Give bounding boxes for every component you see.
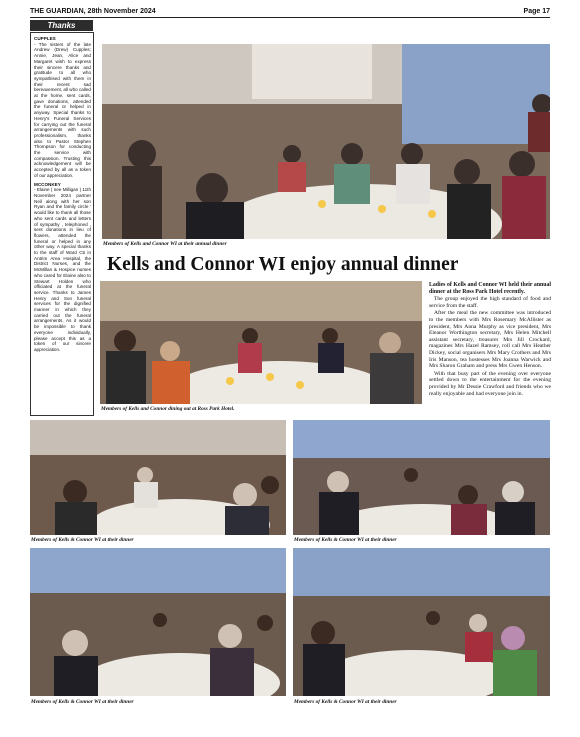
header-rule bbox=[30, 17, 550, 18]
newspaper-date: THE GUARDIAN, 28th November 2024 bbox=[30, 8, 156, 15]
thanks-entry-name: MCCONKEY bbox=[34, 181, 61, 187]
photo-row2-left bbox=[30, 548, 286, 696]
photo-row1-left bbox=[30, 420, 286, 535]
thanks-entry-text: - The sisters of the late Andrew (Drew) Cupples; Annie, Jean, Alice and Margaret wish to express their sincere thanks and gratitude to all who sympathised with them in their recent sad bereavement, all who called at the home, sent cards, gave donations, attended the funeral or helped in anyway. Special thanks to Henry's Funeral Services for carrying out the funeral arrangements with such professionalism, thanks also to Pastor Stephen Thompson for conducting the service with compassion. Trusting this acknowledgement will be accepted by all as a token of our appreciation. bbox=[34, 41, 91, 178]
thanks-entry bbox=[31, 33, 93, 179]
caption-middle: Members of Kells and Connor dining out at Ross Park Hotel. bbox=[101, 406, 235, 412]
thanks-entry bbox=[31, 179, 93, 353]
caption-top: Members of Kells and Connor WI at their annual dinner bbox=[103, 241, 227, 247]
caption-row1-right: Members of Kells & Connor WI at their dinner bbox=[294, 537, 397, 543]
page-number: Page 17 bbox=[523, 8, 550, 15]
article-paragraph: With that busy part of the evening over everyone settled down to the entertainment for the evening provided by Mr Dessie Crawford and friends who we really enjoyable and had everyone join in. bbox=[429, 370, 551, 397]
photo-top bbox=[102, 44, 550, 239]
caption-row2-right: Members of Kells & Connor WI at their dinner bbox=[294, 699, 397, 705]
article-paragraph: The group enjoyed the high standard of food and service from the staff. bbox=[429, 296, 551, 309]
photo-middle bbox=[100, 281, 422, 404]
thanks-badge: Thanks bbox=[30, 20, 93, 31]
article-body bbox=[429, 282, 551, 398]
article-headline: Kells and Connor WI enjoy annual dinner bbox=[107, 254, 459, 275]
caption-row1-left: Members of Kells & Connor WI at their dinner bbox=[31, 537, 134, 543]
photo-row2-right bbox=[293, 548, 550, 696]
thanks-entry-text: - Elaine ( nee Milligan ) 11th November 2024 partner Neil along with her son Ryan and the family circle ' would like to thank all those who sent cards and letters of sympathy , telephoned , sent donations in lieu of flowers, attended the funeral or helped in any other way. A special thanks to the staff of Ward C5 in Antrim Area Hospital, the District Nurses, and the McMillan & Hospice nurses who cared for Elaine also to Stewart Holden who officiated at the funeral service. Thanks to James Henry and Son funeral services for the dignified manner in which they carried out the funeral arrangements. As it would be impossible to thank everyone individually, please accept this as a token of our sincere appreciation. bbox=[34, 187, 91, 352]
photo-row1-right bbox=[293, 420, 550, 535]
article-paragraph: After the meal the new committee was introduced to the members with Mrs Rosemary McAllister as president, Mrs Anna Murphy as vice president, Mrs Eleanor Worthington secretary, Mrs Helen Mitchell assistant secretary, treasurer Mrs Jill Crockard, magazines Mrs Hazel Ramsey, roll call Mrs Heather Dickey, social organisers Mrs Mary Crothers and Mrs Iris Manson, tea hostesses Mrs Joanna Warwick and Mrs Sharon Graham and press Mrs Gwen Henson. bbox=[429, 310, 551, 370]
thanks-entry-name: CUPPLES bbox=[34, 36, 56, 41]
thanks-column bbox=[30, 32, 94, 416]
article-lead: Ladies of Kells and Connor WI held their annual dinner at the Ross Park Hotel recently. bbox=[429, 282, 551, 295]
caption-row2-left: Members of Kells & Connor WI at their dinner bbox=[31, 699, 134, 705]
